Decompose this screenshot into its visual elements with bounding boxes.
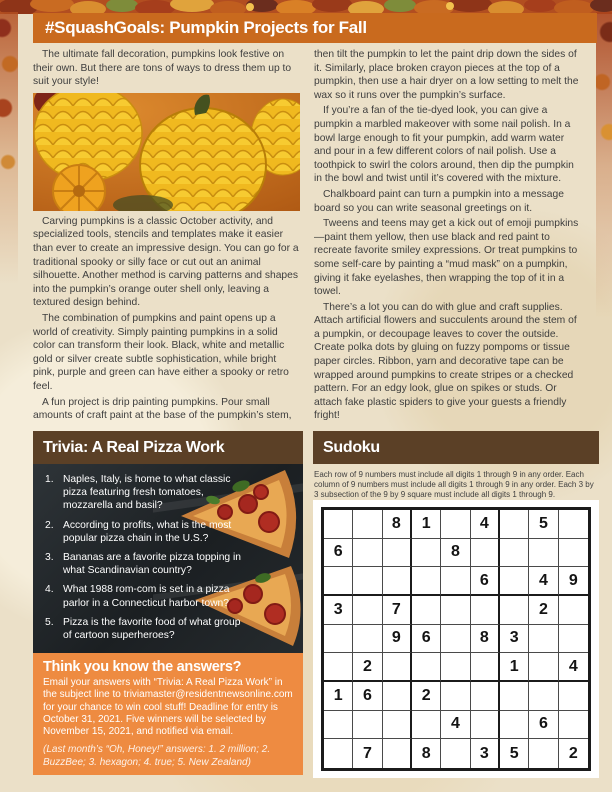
sudoku-cell: 8 bbox=[471, 625, 500, 654]
sudoku-cell: 8 bbox=[441, 539, 470, 568]
sudoku-cell bbox=[324, 567, 353, 596]
sudoku-cell bbox=[353, 539, 382, 568]
trivia-question: According to profits, what is the most popular pizza chain in the U.S.? bbox=[63, 519, 232, 544]
sudoku-cell: 1 bbox=[412, 510, 441, 539]
sudoku-cell bbox=[412, 711, 441, 740]
sudoku-cell bbox=[500, 682, 529, 711]
article-paragraph: A fun project is drip painting pumpkins. Pour small amounts of craft paint at the base of the pumpkin’s stem, bbox=[33, 396, 292, 422]
sudoku-cell bbox=[441, 739, 470, 768]
sudoku-cell: 2 bbox=[568, 744, 578, 762]
sudoku-cell bbox=[441, 625, 470, 654]
sudoku-cell bbox=[559, 682, 588, 711]
sudoku-cell bbox=[353, 596, 382, 625]
trivia-cta-panel bbox=[33, 653, 303, 775]
sudoku-cell bbox=[353, 567, 382, 596]
sudoku-cell bbox=[471, 653, 500, 682]
trivia-question: Bananas are a favorite pizza topping in what Scandinavian country? bbox=[63, 552, 242, 577]
article-paragraph: Chalkboard paint can turn a pumpkin into a message board so you can write seasonal greetings on it. bbox=[314, 188, 564, 214]
sudoku-cell bbox=[441, 653, 470, 682]
pizza-photo-panel bbox=[33, 464, 303, 653]
sudoku-cell: 2 bbox=[412, 682, 441, 711]
sudoku-cell bbox=[441, 682, 470, 711]
sudoku-cell bbox=[500, 567, 529, 596]
sudoku-cell bbox=[324, 653, 353, 682]
sudoku-header-bar bbox=[313, 431, 599, 464]
sudoku-cell: 1 bbox=[324, 682, 353, 711]
sudoku-cell: 1 bbox=[500, 653, 529, 682]
sudoku-cell: 5 bbox=[500, 739, 529, 768]
sudoku-cell bbox=[353, 625, 382, 654]
sudoku-cell: 6 bbox=[353, 682, 382, 711]
fall-foliage-left-edge bbox=[0, 12, 18, 322]
sudoku-cell bbox=[383, 539, 412, 568]
trivia-title: Trivia: A Real Pizza Work bbox=[43, 438, 225, 456]
sudoku-cell bbox=[441, 510, 470, 539]
sudoku-cell bbox=[471, 711, 500, 740]
sudoku-cell bbox=[412, 567, 441, 596]
sudoku-cell: 4 bbox=[559, 653, 588, 682]
sudoku-cell bbox=[471, 539, 500, 568]
sudoku-cell bbox=[529, 539, 558, 568]
sudoku-cell: 4 bbox=[471, 510, 500, 539]
article-paragraph: If you’re a fan of the tie-dyed look, you can give a pumpkin a marbled makeover with some nail polish. In a bowl large enough to fit your pumpkin, add warm water and pour in a few different colors of nail polish. Use a toothpick to swirl the colors around, then dip the pumpkin in the bowl and twist until it’s covered with the mixture. bbox=[314, 105, 574, 185]
sudoku-cell bbox=[529, 739, 558, 768]
sudoku-cell bbox=[324, 739, 353, 768]
article-paragraph: The combination of pumpkins and paint opens up a world of creativity. Simply painting pumpkins in a solid color can transform their look. Black, white and metallic gold or silver create subtle sophistication, while bright pink, purple and green can have either a spooky or retro feel. bbox=[33, 312, 289, 392]
carved-pumpkins-photo bbox=[33, 93, 300, 211]
sudoku-cell bbox=[471, 682, 500, 711]
sudoku-cell: 6 bbox=[529, 711, 558, 740]
sudoku-cell: 6 bbox=[324, 539, 353, 568]
sudoku-cell bbox=[559, 596, 588, 625]
sudoku-cell bbox=[441, 596, 470, 625]
sudoku-cell: 7 bbox=[353, 739, 382, 768]
article-paragraph: Tweens and teens may get a kick out of emoji pumpkins—paint them yellow, then use black and red paint to recreate favorite smiley expressions. Or treat pumpkins to some self-care by painting a “mud mask” on a pumpkin, giving it fake eyelashes, then wrapping the top of it in a towel. bbox=[314, 218, 579, 298]
sudoku-instructions: Each row of 9 numbers must include all digits 1 through 9 in any order. Each column of 9 numbers must include all digits 1 through 9 in any order. Each 3 by 3 subsection of the 9 by 9 square must include all digits 1 through 9. bbox=[314, 470, 594, 500]
sudoku-cell bbox=[559, 539, 588, 568]
article-paragraph: The ultimate fall decoration, pumpkins look festive on their own. But there are tons of ways to dress them up to suit your style! bbox=[33, 49, 292, 88]
sudoku-cell bbox=[324, 625, 353, 654]
sudoku-cell bbox=[500, 711, 529, 740]
sudoku-cell bbox=[500, 539, 529, 568]
sudoku-title: Sudoku bbox=[323, 438, 380, 456]
article-paragraph: There’s a lot you can do with glue and craft supplies. Attach artificial flowers and succulents around the stem of a pumpkin, or decoupage leaves to cover the outside. Create polka dots by gluing on fuzzy pompoms or tissue paper circles. Ribbon, yarn and decorative tape can be wrapped around pumpkins to create stripes or a checked pattern. For an edgy look, glue on spikes or studs. Or attach fake plastic spiders to give your guests a friendly fright! bbox=[314, 301, 577, 422]
sudoku-cell bbox=[383, 739, 412, 768]
sudoku-cell: 3 bbox=[500, 625, 529, 654]
sudoku-panel bbox=[313, 500, 599, 778]
article-paragraph: then tilt the pumpkin to let the paint drip down the sides of it. Similarly, place broken crayon pieces at the top of a pumpkin, then use a hair dryer on a low setting to melt the wax so it runs over the pumpkin’s surface. bbox=[314, 49, 579, 101]
sudoku-cell bbox=[412, 539, 441, 568]
sudoku-cell bbox=[441, 567, 470, 596]
sudoku-cell: 9 bbox=[383, 625, 412, 654]
sudoku-cell bbox=[412, 596, 441, 625]
article-paragraph: Carving pumpkins is a classic October activity, and specialized tools, stencils and templates make it easier than ever to create an impressive design. You can go for a traditional spooky or silly face or cut out an animal silhouette. Another method is carving patterns and shapes into the pumpkin’s orange outer shell only, leaving a textured design behind. bbox=[33, 215, 299, 309]
sudoku-cell: 3 bbox=[324, 596, 353, 625]
trivia-cta-title: Think you know the answers? bbox=[43, 659, 242, 675]
sudoku-cell bbox=[383, 711, 412, 740]
sudoku-cell: 4 bbox=[529, 567, 558, 596]
sudoku-cell bbox=[383, 653, 412, 682]
trivia-last-month-answers: (Last month’s “Oh, Honey!” answers: 1. 2 million; 2. BuzzBee; 3. hexagon; 4. true; 5. New Zealand) bbox=[43, 744, 271, 768]
sudoku-cell bbox=[529, 625, 558, 654]
sudoku-cell bbox=[324, 510, 353, 539]
fall-foliage-right-edge bbox=[596, 12, 612, 352]
trivia-question-list bbox=[33, 464, 245, 642]
page-title: #SquashGoals: Pumpkin Projects for Fall bbox=[45, 18, 367, 37]
sudoku-cell bbox=[383, 567, 412, 596]
sudoku-section bbox=[313, 431, 599, 501]
article-column-left bbox=[33, 48, 300, 425]
trivia-section bbox=[33, 431, 303, 775]
sudoku-cell: 6 bbox=[471, 567, 500, 596]
sudoku-cell: 2 bbox=[353, 653, 382, 682]
sudoku-cell: 6 bbox=[412, 625, 441, 654]
sudoku-cell bbox=[559, 510, 588, 539]
sudoku-cell: 9 bbox=[559, 567, 588, 596]
sudoku-cell bbox=[324, 711, 353, 740]
sudoku-cell: 7 bbox=[383, 596, 412, 625]
sudoku-cell: 5 bbox=[529, 510, 558, 539]
sudoku-cell bbox=[529, 653, 558, 682]
sudoku-cell: 8 bbox=[412, 739, 441, 768]
article-header-bar bbox=[33, 13, 597, 43]
sudoku-cell: 4 bbox=[441, 711, 470, 740]
sudoku-cell: 3 bbox=[471, 739, 500, 768]
sudoku-cell bbox=[500, 596, 529, 625]
fall-foliage-border bbox=[0, 0, 612, 14]
sudoku-cell bbox=[559, 625, 588, 654]
sudoku-grid bbox=[321, 507, 591, 771]
trivia-question: Pizza is the favorite food of what group of cartoon superheroes? bbox=[63, 616, 241, 642]
sudoku-cell bbox=[353, 510, 382, 539]
trivia-cta-body: Email your answers with “Trivia: A Real Pizza Work” in the subject line to triviamaster@residentnewsonline.com for your chance to win cool stuff! Deadline for entry is October 31, 2021. Five winners will be selected by November 15, 2021, and notified via email. bbox=[43, 677, 293, 738]
sudoku-cell bbox=[383, 682, 412, 711]
article-column-right bbox=[314, 48, 580, 425]
sudoku-cell bbox=[471, 596, 500, 625]
trivia-header-bar bbox=[33, 431, 303, 464]
sudoku-cell bbox=[353, 711, 382, 740]
sudoku-cell: 2 bbox=[529, 596, 558, 625]
sudoku-cell bbox=[529, 682, 558, 711]
sudoku-cell: 8 bbox=[383, 510, 412, 539]
trivia-question: Naples, Italy, is home to what classic pizza featuring fresh tomatoes, mozzarella and basil? bbox=[63, 474, 231, 512]
sudoku-cell bbox=[559, 711, 588, 740]
sudoku-cell bbox=[500, 510, 529, 539]
sudoku-cell bbox=[412, 653, 441, 682]
trivia-question: What 1988 rom-com is set in a pizza parlor in a Connecticut harbor town? bbox=[63, 584, 230, 609]
